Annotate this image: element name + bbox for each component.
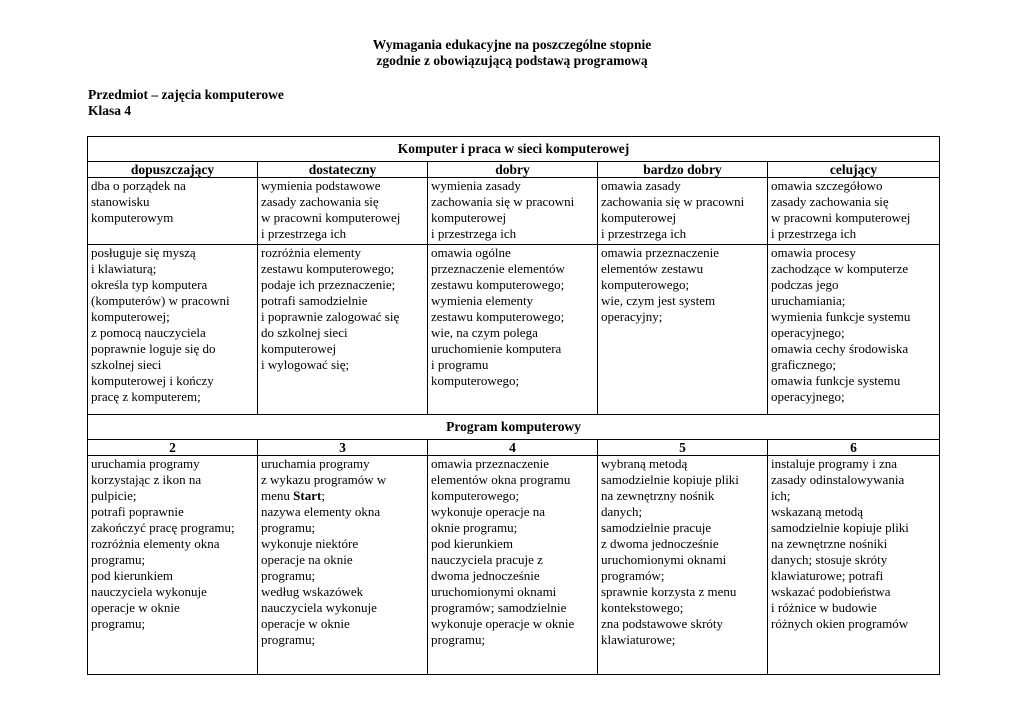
cell-text-line: wymienia funkcje systemu — [771, 309, 911, 324]
column-header: 5 — [598, 440, 768, 456]
cell-text-line: uruchamia programy — [261, 456, 370, 471]
cell-text-line: operacje w oknie — [261, 616, 350, 631]
cell-text-line: i przestrzega ich — [601, 226, 687, 241]
cell-text-line: zakończyć pracę programu; — [91, 520, 235, 535]
table-cell — [428, 178, 598, 245]
cell-text-line: zestawu komputerowego; — [261, 261, 395, 276]
cell-text-line: programu; — [91, 552, 146, 567]
cell-text-line: wymienia zasady — [431, 178, 521, 193]
cell-text-line: zestawu komputerowego; — [431, 277, 565, 292]
cell-text-line: zachowania się w pracowni — [601, 194, 745, 209]
column-header: 2 — [88, 440, 258, 456]
cell-text-line: wykonuje operacje w oknie — [431, 616, 575, 631]
cell-text-line: operacyjnego; — [771, 325, 845, 340]
cell-text-line: uruchamiania; — [771, 293, 846, 308]
cell-text-line: samodzielnie kopiuje pliki — [771, 520, 909, 535]
cell-text-line: i przestrzega ich — [261, 226, 347, 241]
cell-text-line: elementów zestawu — [601, 261, 704, 276]
cell-text-line: wie, czym jest system — [601, 293, 716, 308]
table-cell — [768, 245, 940, 415]
cell-text-line: omawia przeznaczenie — [601, 245, 720, 260]
column-header-row — [88, 162, 940, 178]
cell-text-line: graficznego; — [771, 357, 836, 372]
cell-text-line: dwoma jednocześnie — [431, 568, 540, 583]
subject-label: Przedmiot – zajęcia komputerowe — [88, 87, 284, 102]
cell-text-line: komputerowego; — [431, 373, 520, 388]
cell-text-line: omawia procesy — [771, 245, 856, 260]
cell-text-line: komputerowym — [91, 210, 174, 225]
cell-text-line: klawiaturowe; — [601, 632, 676, 647]
column-header: dopuszczający — [88, 162, 258, 178]
table-cell — [88, 178, 258, 245]
cell-text-line: pod kierunkiem — [431, 536, 513, 551]
cell-text-line: i przestrzega ich — [771, 226, 857, 241]
cell-text-line: według wskazówek — [261, 584, 364, 599]
cell-text-line: zna podstawowe skróty — [601, 616, 724, 631]
cell-text-line: programu; — [261, 632, 316, 647]
cell-text-line: nauczyciela pracuje z — [431, 552, 543, 567]
cell-text-line: omawia funkcje systemu — [771, 373, 901, 388]
table-row — [88, 456, 940, 675]
cell-text-line: różnych okien programów — [771, 616, 909, 631]
table-row — [88, 178, 940, 245]
cell-text-line: i różnice w budowie — [771, 600, 877, 615]
cell-text-line: wymienia podstawowe — [261, 178, 381, 193]
cell-text-line: operacyjny; — [601, 309, 663, 324]
cell-text-line: rozróżnia elementy — [261, 245, 361, 260]
cell-text-line: uruchomionymi oknami — [601, 552, 727, 567]
cell-text-line: menu Start; — [261, 488, 325, 503]
table-cell — [598, 178, 768, 245]
table-cell — [428, 456, 598, 675]
cell-text-line: danych; — [601, 504, 643, 519]
column-header: dostateczny — [258, 162, 428, 178]
section-row — [88, 415, 940, 440]
cell-text-line: wskazać podobieństwa — [771, 584, 891, 599]
table-cell — [88, 245, 258, 415]
cell-text-line: programu; — [91, 616, 146, 631]
cell-text-line: nauczyciela wykonuje — [261, 600, 377, 615]
cell-text-line: stanowisku — [91, 194, 150, 209]
cell-text-line: instaluje programy i zna — [771, 456, 897, 471]
cell-text-line: wskazaną metodą — [771, 504, 864, 519]
requirements-table — [87, 136, 940, 675]
cell-text-line: do szkolnej sieci — [261, 325, 348, 340]
cell-text-line: zachowania się w pracowni — [431, 194, 575, 209]
cell-text-line: ich; — [771, 488, 791, 503]
column-header: 3 — [258, 440, 428, 456]
table-cell — [88, 456, 258, 675]
cell-text-line: programu; — [261, 520, 316, 535]
cell-text-line: w pracowni komputerowej — [261, 210, 401, 225]
table-cell — [258, 245, 428, 415]
cell-text-line: komputerowej — [431, 210, 507, 225]
cell-text-line: z wykazu programów w — [261, 472, 387, 487]
cell-text-line: samodzielnie pracuje — [601, 520, 712, 535]
section-title: Komputer i praca w sieci komputerowej — [88, 137, 940, 162]
cell-text-line: rozróżnia elementy okna — [91, 536, 220, 551]
cell-text-line: programów; samodzielnie — [431, 600, 567, 615]
cell-text-line: programu; — [431, 632, 486, 647]
cell-text-line: komputerowej; — [91, 309, 170, 324]
cell-text-line: wybraną metodą — [601, 456, 688, 471]
table-cell — [258, 456, 428, 675]
cell-text-line: omawia szczegółowo — [771, 178, 883, 193]
cell-text-line: z dwoma jednocześnie — [601, 536, 719, 551]
cell-text-line: podczas jego — [771, 277, 839, 292]
cell-text-line: omawia zasady — [601, 178, 681, 193]
document-title-line-2: zgodnie z obowiązującą podstawą programową — [376, 53, 648, 68]
table-cell — [768, 456, 940, 675]
cell-text-line: szkolnej sieci — [91, 357, 162, 372]
cell-text-line: oknie programu; — [431, 520, 518, 535]
cell-text-line: operacje na oknie — [261, 552, 353, 567]
cell-text-line: wykonuje operacje na — [431, 504, 546, 519]
cell-text-line: i klawiaturą; — [91, 261, 157, 276]
cell-text-line: klawiaturowe; potrafi — [771, 568, 884, 583]
column-header: dobry — [428, 162, 598, 178]
cell-text-line: operacyjnego; — [771, 389, 845, 404]
cell-text-line: poprawnie loguje się do — [91, 341, 216, 356]
cell-text-line: komputerowego; — [431, 488, 520, 503]
section-title: Program komputerowy — [88, 415, 940, 440]
column-header: bardzo dobry — [598, 162, 768, 178]
table-cell — [768, 178, 940, 245]
column-header: 6 — [768, 440, 940, 456]
cell-text-line: omawia przeznaczenie — [431, 456, 550, 471]
cell-text-line: uruchamia programy — [91, 456, 200, 471]
class-label: Klasa 4 — [88, 103, 132, 118]
cell-text-line: komputerowej — [261, 341, 337, 356]
table-cell — [598, 456, 768, 675]
cell-text-line: nauczyciela wykonuje — [91, 584, 207, 599]
cell-text-line: przeznaczenie elementów — [431, 261, 565, 276]
cell-text-line: posługuje się myszą — [91, 245, 196, 260]
cell-text-line: elementów okna programu — [431, 472, 571, 487]
cell-text-line: i programu — [431, 357, 489, 372]
cell-text-line: korzystając z ikon na — [91, 472, 202, 487]
cell-text-line: i przestrzega ich — [431, 226, 517, 241]
cell-text-line: wykonuje niektóre — [261, 536, 359, 551]
table-cell — [428, 245, 598, 415]
column-header-row — [88, 440, 940, 456]
cell-text-line: i poprawnie zalogować się — [261, 309, 400, 324]
cell-text-line: komputerowej — [601, 210, 677, 225]
cell-text-line: na zewnętrzne nośniki — [771, 536, 888, 551]
cell-text-line: pulpicie; — [91, 488, 137, 503]
cell-text-line: nazywa elementy okna — [261, 504, 381, 519]
cell-text-line: w pracowni komputerowej — [771, 210, 911, 225]
cell-text-line: potrafi poprawnie — [91, 504, 184, 519]
cell-text-line: wie, na czym polega — [431, 325, 538, 340]
cell-text-line: programów; — [601, 568, 665, 583]
cell-text-line: uruchomienie komputera — [431, 341, 562, 356]
table-cell — [258, 178, 428, 245]
cell-text-line: potrafi samodzielnie — [261, 293, 368, 308]
cell-text-line: pod kierunkiem — [91, 568, 173, 583]
cell-text-line: dba o porządek na — [91, 178, 186, 193]
cell-text-line: zachodzące w komputerze — [771, 261, 909, 276]
cell-text-line: operacje w oknie — [91, 600, 180, 615]
cell-text-line: programu; — [261, 568, 316, 583]
section-row — [88, 137, 940, 162]
cell-text-line: z pomocą nauczyciela — [91, 325, 206, 340]
cell-text-line: wymienia elementy — [431, 293, 534, 308]
cell-text-line: (komputerów) w pracowni — [91, 293, 230, 308]
cell-text-line: podaje ich przeznaczenie; — [261, 277, 396, 292]
cell-text-line: omawia cechy środowiska — [771, 341, 909, 356]
cell-text-line: samodzielnie kopiuje pliki — [601, 472, 739, 487]
cell-text-line: kontekstowego; — [601, 600, 684, 615]
cell-text-line: komputerowej i kończy — [91, 373, 214, 388]
cell-text-line: na zewnętrzny nośnik — [601, 488, 715, 503]
cell-text-line: zasady odinstalowywania — [771, 472, 905, 487]
cell-text-line: omawia ogólne — [431, 245, 511, 260]
cell-text-line: danych; stosuje skróty — [771, 552, 888, 567]
cell-text-line: określa typ komputera — [91, 277, 208, 292]
document-title-line-1: Wymagania edukacyjne na poszczególne stopnie — [372, 37, 652, 52]
cell-text-line: pracę z komputerem; — [91, 389, 201, 404]
table-row — [88, 245, 940, 415]
cell-text-line: zestawu komputerowego; — [431, 309, 565, 324]
start-menu-term: Start — [293, 488, 322, 503]
cell-text-line: komputerowego; — [601, 277, 690, 292]
column-header: 4 — [428, 440, 598, 456]
column-header: celujący — [768, 162, 940, 178]
cell-text-line: zasady zachowania się — [261, 194, 379, 209]
table-cell — [598, 245, 768, 415]
cell-text-line: zasady zachowania się — [771, 194, 889, 209]
cell-text-line: i wylogować się; — [261, 357, 350, 372]
cell-text-line: sprawnie korzysta z menu — [601, 584, 737, 599]
cell-text-line: uruchomionymi oknami — [431, 584, 557, 599]
